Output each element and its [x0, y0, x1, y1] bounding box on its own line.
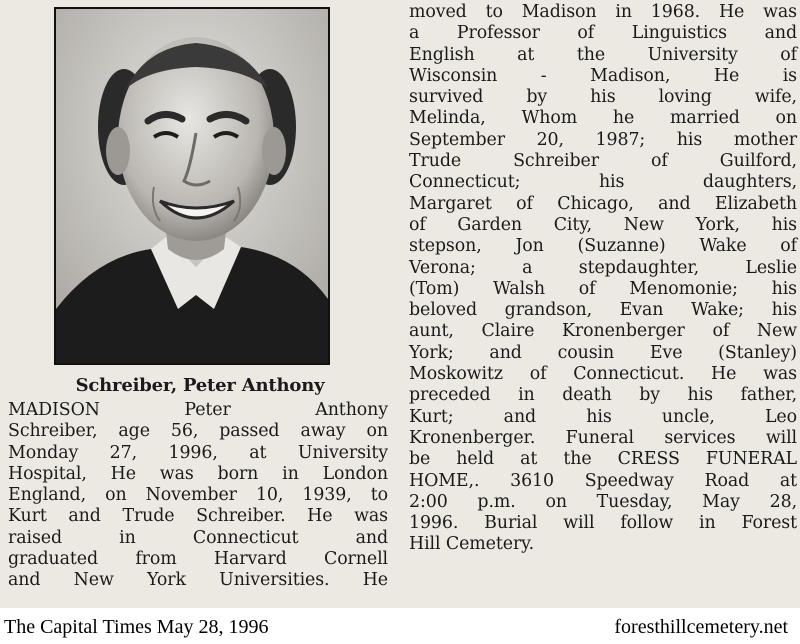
text-line: MADISON Peter Anthony: [8, 400, 388, 420]
text-line: Schreiber, age 56, passed away on: [8, 421, 388, 442]
source-caption: The Capital Times May 28, 1996: [4, 616, 269, 638]
website-caption: foresthillcemetery.net: [614, 616, 788, 638]
text-line: Trude Schreiber of Guilford,: [409, 151, 797, 172]
text-line: Melinda, Whom he married on: [409, 108, 797, 129]
text-line: Hospital, He was born in London: [8, 463, 388, 484]
text-line: English at the University of: [409, 44, 797, 65]
text-line: Verona; a stepdaughter, Leslie: [409, 257, 797, 278]
text-line: Kurt; and his uncle, Leo: [409, 406, 797, 427]
text-line: of Garden City, New York, his: [409, 214, 797, 235]
text-line: September 20, 1987; his mother: [409, 129, 797, 150]
text-line: (Tom) Walsh of Menomonie; his: [409, 278, 797, 299]
text-line: a Professor of Linguistics and: [409, 23, 797, 44]
text-line: HOME,. 3610 Speedway Road at: [409, 470, 797, 491]
text-line: Hill Cemetery.: [409, 534, 534, 555]
text-line: Connecticut; his daughters,: [409, 172, 797, 193]
portrait-photo: [54, 7, 330, 365]
text-line: be held at the CRESS FUNERAL: [409, 449, 797, 470]
text-line: Moskowitz of Connecticut. He was: [409, 364, 797, 385]
text-line: York; and cousin Eve (Stanley): [409, 342, 797, 363]
obituary-headline: Schreiber, Peter Anthony: [75, 375, 325, 396]
text-line: stepson, Jon (Suzanne) Wake of: [409, 236, 797, 257]
text-line: Wisconsin - Madison, He is: [409, 65, 797, 86]
text-line: graduated from Harvard Cornell: [8, 549, 388, 570]
text-line: raised in Connecticut and: [8, 527, 388, 548]
text-line: 1996. Burial will follow in Forest: [409, 513, 797, 534]
text-line: Margaret of Chicago, and Elizabeth: [409, 193, 797, 214]
text-line: and New York Universities. He: [8, 570, 388, 591]
obituary-text-left-column: [8, 400, 388, 592]
text-line: beloved grandson, Evan Wake; his: [409, 300, 797, 321]
text-line: aunt, Claire Kronenberger of New: [409, 321, 797, 342]
text-line: survived by his loving wife,: [409, 87, 797, 108]
text-line: preceded in death by his father,: [409, 385, 797, 406]
text-line: 2:00 p.m. on Tuesday, May 28,: [409, 491, 797, 512]
text-line: England, on November 10, 1939, to: [8, 485, 388, 506]
text-line: Kronenberger. Funeral services will: [409, 427, 797, 448]
obituary-text-right-column: [409, 2, 797, 556]
text-line: Monday 27, 1996, at University: [8, 442, 388, 463]
text-line: Kurt and Trude Schreiber. He was: [8, 506, 388, 527]
text-line: moved to Madison in 1968. He was: [409, 2, 797, 22]
